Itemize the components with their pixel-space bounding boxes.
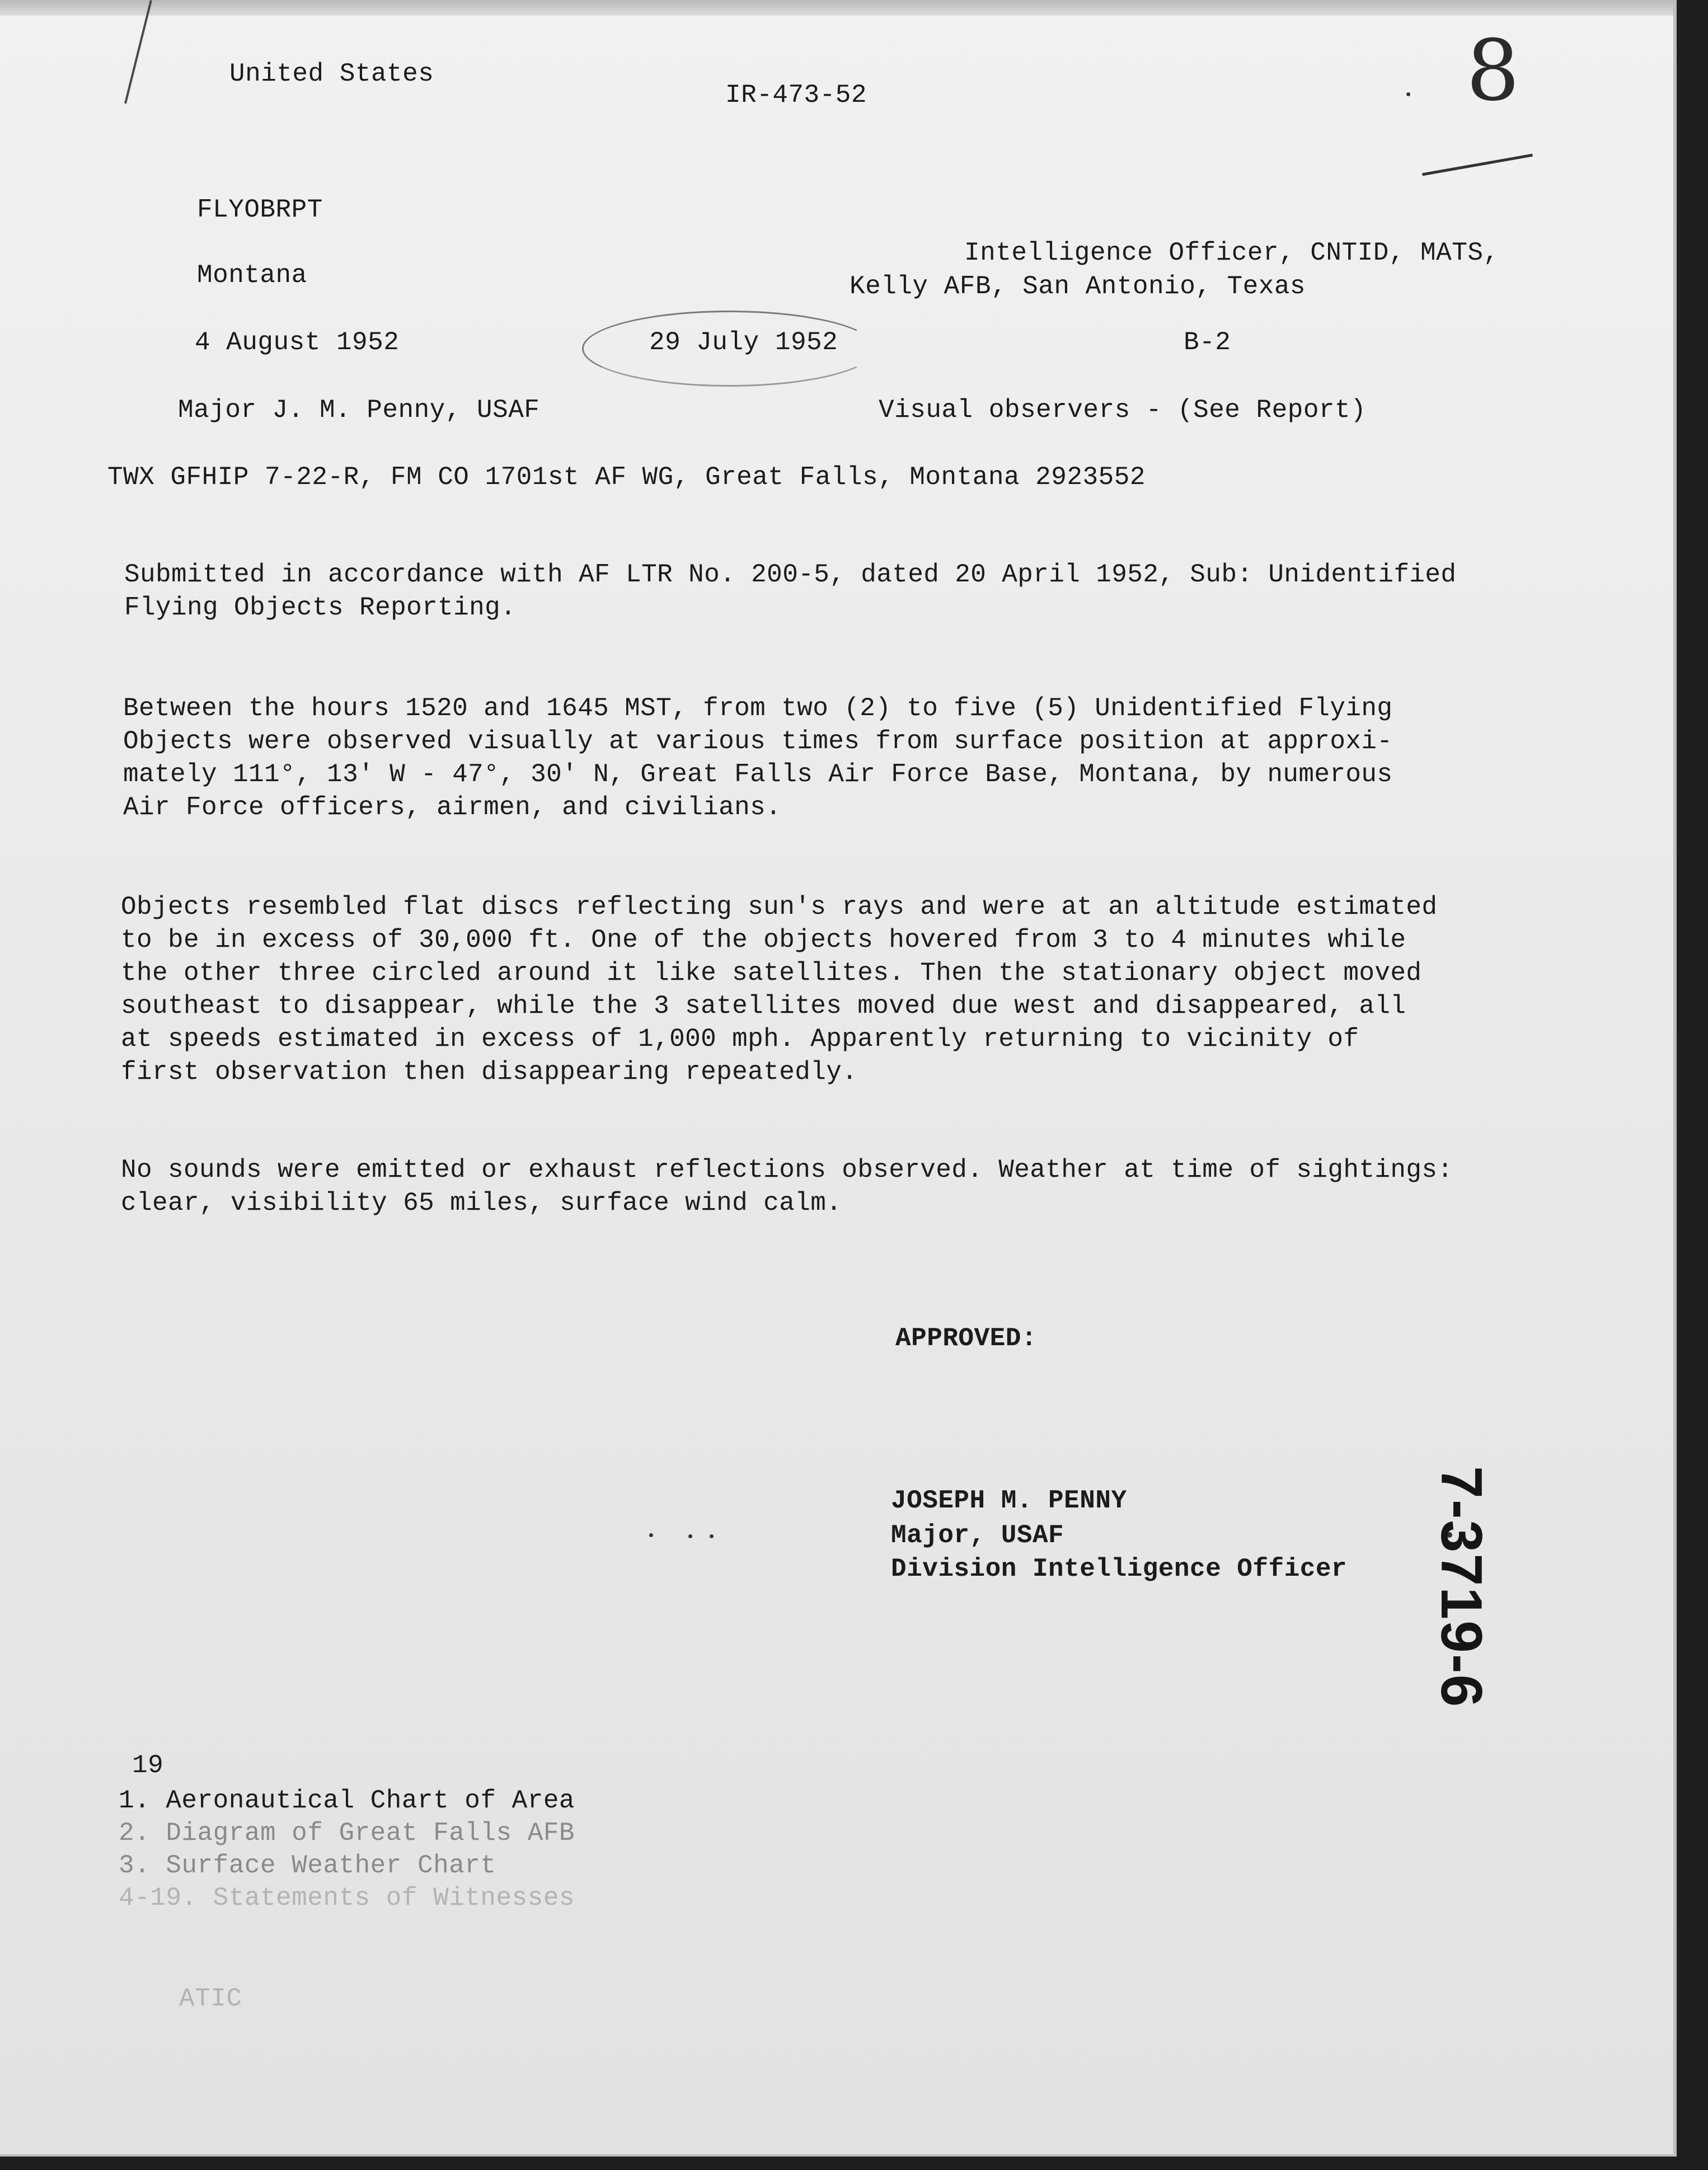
p3-line: southeast to disappear, while the 3 satellites moved due west and disappeared, all <box>121 992 1406 1021</box>
enclosure-item: 2. Diagram of Great Falls AFB <box>119 1819 575 1848</box>
speck <box>649 1533 653 1537</box>
paragraph-2 <box>123 692 1392 824</box>
signer-name: JOSEPH M. PENNY <box>891 1486 1127 1515</box>
pen-stroke <box>1422 154 1533 176</box>
p4-line: No sounds were emitted or exhaust reflections observed. Weather at time of sightings: <box>121 1156 1453 1185</box>
paragraph-1 <box>124 558 1456 624</box>
p3-line: at speeds estimated in excess of 1,000 mph. Apparently returning to vicinity of <box>121 1025 1359 1054</box>
p2-line: Objects were observed visually at various times from surface position at approxi- <box>123 727 1393 756</box>
area: Montana <box>197 261 307 290</box>
page-top-edge <box>0 0 1673 16</box>
side-document-number: 7-3719-6 <box>1429 1466 1494 1708</box>
addressee-line2: Kelly AFB, San Antonio, Texas <box>850 272 1306 301</box>
p3-line: to be in excess of 30,000 ft. One of the objects hovered from 3 to 4 minutes while <box>121 926 1406 955</box>
evaluation: B-2 <box>1184 328 1231 357</box>
source: Visual observers - (See Report) <box>879 396 1367 425</box>
country: United States <box>229 59 434 88</box>
p4-line: clear, visibility 65 miles, surface wind calm. <box>121 1189 842 1218</box>
p2-line: mately 111°, 13' W - 47°, 30' N, Great Falls Air Force Base, Montana, by numerous <box>123 760 1393 789</box>
p3-line: Objects resembled flat discs reflecting sun's rays and were at an altitude estimated <box>121 893 1438 922</box>
addressee-line1: Intelligence Officer, CNTID, MATS, <box>964 238 1499 267</box>
speck <box>1406 92 1410 96</box>
paragraph-3 <box>121 891 1437 1089</box>
reference: TWX GFHIP 7-22-R, FM CO 1701st AF WG, Great Falls, Montana 2923552 <box>107 463 1146 492</box>
speck <box>688 1534 692 1538</box>
p1-line: Submitted in accordance with AF LTR No. 200-5, dated 20 April 1952, Sub: Unidentified <box>124 560 1457 589</box>
p3-line: first observation then disappearing repeatedly. <box>121 1058 858 1087</box>
report-type: FLYOBRPT <box>197 195 323 224</box>
atic-stamp: ATIC <box>179 1984 242 2013</box>
enclosure-item: 1. Aeronautical Chart of Area <box>119 1786 575 1815</box>
p1-line: Flying Objects Reporting. <box>124 593 517 622</box>
report-number: IR-473-52 <box>725 81 867 110</box>
prepared-by: Major J. M. Penny, USAF <box>178 396 540 425</box>
paragraph-4 <box>121 1154 1453 1220</box>
speck <box>710 1534 714 1538</box>
enclosure-item: 4-19. Statements of Witnesses <box>119 1884 575 1913</box>
approved-label: APPROVED: <box>895 1324 1037 1353</box>
p2-line: Air Force officers, airmen, and civilians. <box>123 793 782 822</box>
p3-line: the other three circled around it like satellites. Then the stationary object moved <box>121 959 1422 988</box>
p2-line: Between the hours 1520 and 1645 MST, from two (2) to five (5) Unidentified Flying <box>123 694 1393 723</box>
info-date: 29 July 1952 <box>649 328 838 357</box>
enclosure-item: 3. Surface Weather Chart <box>119 1851 496 1880</box>
signer-rank: Major, USAF <box>891 1521 1064 1550</box>
enclosure-count: 19 <box>132 1751 164 1780</box>
signer-title: Division Intelligence Officer <box>891 1554 1348 1584</box>
handwritten-page-mark: 8 <box>1466 22 1520 120</box>
report-date: 4 August 1952 <box>195 328 400 357</box>
